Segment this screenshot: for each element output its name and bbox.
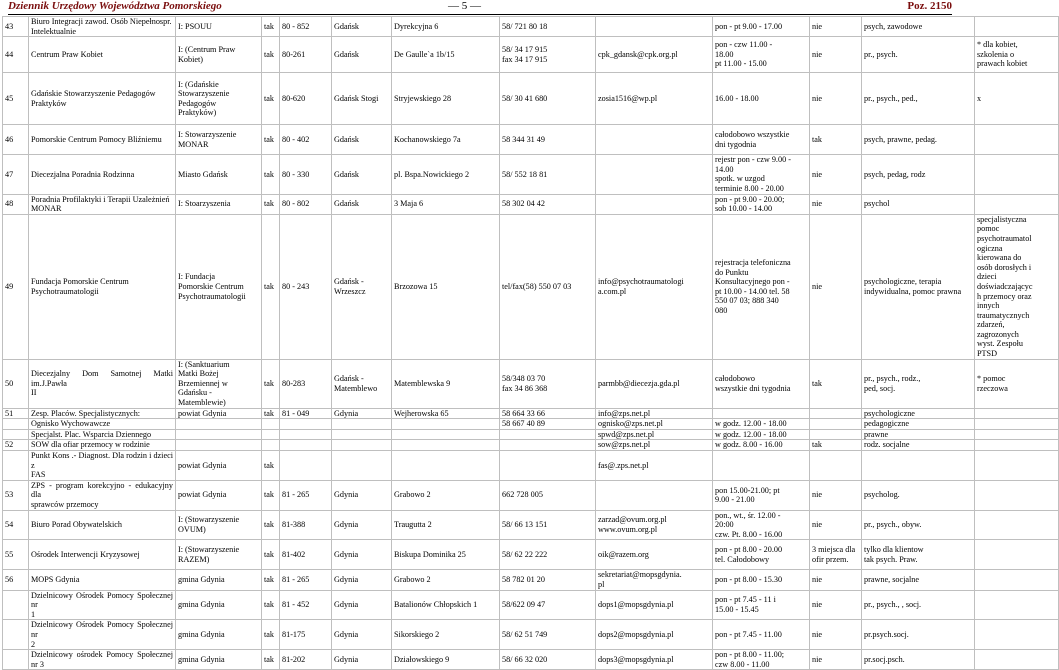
cell-city: Gdynia bbox=[332, 620, 392, 650]
cell-opening-hours: całodobowo wszystkie dni tygodnia bbox=[713, 125, 810, 155]
cell-row-number bbox=[3, 451, 29, 481]
cell-opening-hours: pon - pt 7.45 - 11.00 bbox=[713, 620, 810, 650]
cell-free-flag: tak bbox=[262, 73, 280, 125]
cell-city: Gdańsk bbox=[332, 37, 392, 73]
cell-shelter: tak bbox=[810, 440, 862, 451]
cell-postal-code: 80-283 bbox=[280, 359, 332, 408]
cell-row-number bbox=[3, 620, 29, 650]
cell-opening-hours: pon - czw 11.00 - 18.00 pt 11.00 - 15.00 bbox=[713, 37, 810, 73]
cell-phone bbox=[500, 451, 596, 481]
cell-postal-code: 80 - 852 bbox=[280, 17, 332, 37]
cell-phone: 58 344 31 49 bbox=[500, 125, 596, 155]
cell-free-flag: tak bbox=[262, 451, 280, 481]
cell-free-flag: tak bbox=[262, 480, 280, 510]
cell-institution-name: Biuro Integracji zawod. Osób Niepełnospr. Intelektualnie bbox=[29, 17, 176, 37]
cell-email: zarzad@ovum.org.pl www.ovum.org.pl bbox=[596, 510, 713, 540]
cell-free-flag: tak bbox=[262, 540, 280, 570]
cell-shelter: nie bbox=[810, 17, 862, 37]
cell-free-flag: tak bbox=[262, 620, 280, 650]
cell-notes bbox=[975, 429, 1059, 440]
cell-notes bbox=[975, 650, 1059, 670]
cell-services: pr., psych., obyw. bbox=[862, 510, 975, 540]
cell-phone: 58 302 04 42 bbox=[500, 194, 596, 214]
cell-founder: powiat Gdynia bbox=[176, 408, 262, 419]
cell-phone: 58/ 34 17 915 fax 34 17 915 bbox=[500, 37, 596, 73]
cell-services: psych, pedag, rodz bbox=[862, 155, 975, 194]
cell-notes bbox=[975, 440, 1059, 451]
cell-free-flag bbox=[262, 440, 280, 451]
cell-street: Wejherowska 65 bbox=[392, 408, 500, 419]
cell-postal-code: 81-402 bbox=[280, 540, 332, 570]
cell-opening-hours: pon - pt 8.00 - 11.00; czw 8.00 - 11.00 bbox=[713, 650, 810, 670]
cell-city: Gdańsk bbox=[332, 155, 392, 194]
institutions-table bbox=[2, 16, 1059, 670]
cell-postal-code: 80 - 402 bbox=[280, 125, 332, 155]
cell-row-number: 50 bbox=[3, 359, 29, 408]
cell-founder: Miasto Gdańsk bbox=[176, 155, 262, 194]
cell-phone: 58 664 33 66 bbox=[500, 408, 596, 419]
cell-founder: gmina Gdynia bbox=[176, 570, 262, 590]
cell-notes bbox=[975, 155, 1059, 194]
table-row bbox=[3, 480, 1059, 510]
cell-notes bbox=[975, 419, 1059, 430]
cell-row-number: 46 bbox=[3, 125, 29, 155]
table-row bbox=[3, 429, 1059, 440]
cell-email: spwd@zps.net.pl bbox=[596, 429, 713, 440]
cell-opening-hours bbox=[713, 451, 810, 481]
cell-postal-code: 80-620 bbox=[280, 73, 332, 125]
cell-institution-name: Biuro Porad Obywatelskich bbox=[29, 510, 176, 540]
cell-services: prawne bbox=[862, 429, 975, 440]
cell-opening-hours: pon., wt., śr. 12.00 - 20:00 czw. Pt. 8.00 - 16.00 bbox=[713, 510, 810, 540]
cell-institution-name: Dzielnicowy Ośrodek Pomocy Społecznej nr 1 bbox=[29, 590, 176, 620]
cell-institution-name: Zesp. Placów. Specjalistycznych: bbox=[29, 408, 176, 419]
table-row bbox=[3, 17, 1059, 37]
cell-phone bbox=[500, 429, 596, 440]
cell-opening-hours: całodobowo wszystkie dni tygodnia bbox=[713, 359, 810, 408]
table-row bbox=[3, 408, 1059, 419]
cell-email bbox=[596, 125, 713, 155]
cell-phone bbox=[500, 440, 596, 451]
cell-opening-hours: 16.00 - 18.00 bbox=[713, 73, 810, 125]
cell-services: psychologiczne, terapia indywidualna, pomoc prawna bbox=[862, 214, 975, 359]
cell-free-flag: tak bbox=[262, 408, 280, 419]
cell-services: pr., psych., ped., bbox=[862, 73, 975, 125]
table-row bbox=[3, 359, 1059, 408]
cell-row-number: 56 bbox=[3, 570, 29, 590]
cell-opening-hours: pon - pt 7.45 - 11 i 15.00 - 15.45 bbox=[713, 590, 810, 620]
institutions-table-wrap bbox=[2, 16, 1033, 670]
cell-row-number bbox=[3, 429, 29, 440]
cell-phone: 58/ 721 80 18 bbox=[500, 17, 596, 37]
cell-opening-hours: pon - pt 9.00 - 17.00 bbox=[713, 17, 810, 37]
table-row bbox=[3, 125, 1059, 155]
cell-founder: powiat Gdynia bbox=[176, 451, 262, 481]
table-row bbox=[3, 37, 1059, 73]
cell-row-number: 43 bbox=[3, 17, 29, 37]
cell-street: Dyrekcyjna 6 bbox=[392, 17, 500, 37]
cell-free-flag: tak bbox=[262, 510, 280, 540]
cell-email bbox=[596, 155, 713, 194]
cell-row-number: 49 bbox=[3, 214, 29, 359]
cell-phone: 58/ 62 22 222 bbox=[500, 540, 596, 570]
cell-founder bbox=[176, 440, 262, 451]
cell-email: parmbb@diecezja.gda.pl bbox=[596, 359, 713, 408]
cell-founder bbox=[176, 429, 262, 440]
cell-services: psych, zawodowe bbox=[862, 17, 975, 37]
cell-founder: I: Fundacja Pomorskie Centrum Psychotraumatologii bbox=[176, 214, 262, 359]
cell-founder: gmina Gdynia bbox=[176, 590, 262, 620]
cell-city: Gdańsk bbox=[332, 125, 392, 155]
cell-notes bbox=[975, 620, 1059, 650]
cell-phone: 58/ 62 51 749 bbox=[500, 620, 596, 650]
cell-phone: 58/ 66 13 151 bbox=[500, 510, 596, 540]
table-row bbox=[3, 440, 1059, 451]
cell-shelter bbox=[810, 451, 862, 481]
cell-free-flag: tak bbox=[262, 17, 280, 37]
cell-postal-code: 80 - 330 bbox=[280, 155, 332, 194]
cell-institution-name: Ognisko Wychowawcze bbox=[29, 419, 176, 430]
cell-email: sekretariat@mopsgdynia. pl bbox=[596, 570, 713, 590]
cell-services bbox=[862, 451, 975, 481]
cell-row-number: 48 bbox=[3, 194, 29, 214]
cell-founder: I: (Stowarzyszenie RAZEM) bbox=[176, 540, 262, 570]
cell-services: prawne, socjalne bbox=[862, 570, 975, 590]
cell-shelter: tak bbox=[810, 359, 862, 408]
cell-notes bbox=[975, 451, 1059, 481]
cell-email: sow@zps.net.pl bbox=[596, 440, 713, 451]
cell-institution-name: ZPS - program korekcyjno - edukacyjny dla sprawców przemocy bbox=[29, 480, 176, 510]
cell-city: Gdańsk bbox=[332, 194, 392, 214]
cell-shelter: nie bbox=[810, 194, 862, 214]
cell-founder bbox=[176, 419, 262, 430]
cell-row-number: 45 bbox=[3, 73, 29, 125]
cell-email bbox=[596, 17, 713, 37]
cell-free-flag: tak bbox=[262, 125, 280, 155]
cell-institution-name: MOPS Gdynia bbox=[29, 570, 176, 590]
cell-notes bbox=[975, 510, 1059, 540]
cell-postal-code bbox=[280, 451, 332, 481]
cell-email: ognisko@zps.net.pl bbox=[596, 419, 713, 430]
cell-row-number bbox=[3, 590, 29, 620]
cell-founder: gmina Gdynia bbox=[176, 650, 262, 670]
cell-shelter bbox=[810, 419, 862, 430]
cell-email: info@zps.net.pl bbox=[596, 408, 713, 419]
cell-free-flag: tak bbox=[262, 650, 280, 670]
cell-founder: I: (Gdańskie Stowarzyszenie Pedagogów Praktyków) bbox=[176, 73, 262, 125]
cell-opening-hours: w godz. 12.00 - 18.00 bbox=[713, 419, 810, 430]
cell-notes bbox=[975, 125, 1059, 155]
cell-free-flag: tak bbox=[262, 590, 280, 620]
cell-city: Gdynia bbox=[332, 480, 392, 510]
cell-postal-code: 81 - 452 bbox=[280, 590, 332, 620]
cell-street: Biskupa Dominika 25 bbox=[392, 540, 500, 570]
cell-founder: gmina Gdynia bbox=[176, 620, 262, 650]
cell-founder: I: PSOUU bbox=[176, 17, 262, 37]
cell-city bbox=[332, 451, 392, 481]
page-number: — 5 — bbox=[448, 0, 481, 12]
table-row bbox=[3, 194, 1059, 214]
cell-email: fas@.zps.net.pl bbox=[596, 451, 713, 481]
cell-founder: I: (Sanktuarium Matki Bożej Brzemiennej w Gdańsku - Matemblewie) bbox=[176, 359, 262, 408]
cell-street: 3 Maja 6 bbox=[392, 194, 500, 214]
cell-opening-hours bbox=[713, 408, 810, 419]
cell-street: De Gaulle`a 1b/15 bbox=[392, 37, 500, 73]
cell-email: dops3@mopsgdynia.pl bbox=[596, 650, 713, 670]
table-row bbox=[3, 510, 1059, 540]
cell-free-flag: tak bbox=[262, 214, 280, 359]
cell-notes bbox=[975, 194, 1059, 214]
cell-city: Gdańsk - Wrzeszcz bbox=[332, 214, 392, 359]
cell-institution-name: Dzielnicowy ośrodek Pomocy Społecznej nr 3 bbox=[29, 650, 176, 670]
table-row bbox=[3, 650, 1059, 670]
cell-founder: powiat Gdynia bbox=[176, 480, 262, 510]
cell-notes: * dla kobiet, szkolenia o prawach kobiet bbox=[975, 37, 1059, 73]
cell-row-number: 47 bbox=[3, 155, 29, 194]
cell-services: rodz. socjalne bbox=[862, 440, 975, 451]
cell-services: psychol bbox=[862, 194, 975, 214]
cell-opening-hours: rejestr pon - czw 9.00 - 14.00 spotk. w uzgod terminie 8.00 - 20.00 bbox=[713, 155, 810, 194]
cell-row-number: 55 bbox=[3, 540, 29, 570]
cell-phone: 58 667 40 89 bbox=[500, 419, 596, 430]
cell-email: cpk_gdansk@cpk.org.pl bbox=[596, 37, 713, 73]
cell-postal-code bbox=[280, 429, 332, 440]
cell-free-flag: tak bbox=[262, 570, 280, 590]
table-row bbox=[3, 620, 1059, 650]
cell-institution-name: Dzielnicowy Ośrodek Pomocy Społecznej nr 2 bbox=[29, 620, 176, 650]
cell-row-number: 51 bbox=[3, 408, 29, 419]
cell-shelter: tak bbox=[810, 125, 862, 155]
cell-founder: I: Stowarzyszenie MONAR bbox=[176, 125, 262, 155]
cell-phone: tel/fax(58) 550 07 03 bbox=[500, 214, 596, 359]
cell-postal-code: 80 - 243 bbox=[280, 214, 332, 359]
cell-institution-name: SOW dla ofiar przemocy w rodzinie bbox=[29, 440, 176, 451]
cell-institution-name: Poradnia Profilaktyki i Terapii Uzależnień MONAR bbox=[29, 194, 176, 214]
cell-notes bbox=[975, 540, 1059, 570]
cell-postal-code: 80-261 bbox=[280, 37, 332, 73]
cell-services: psychologiczne bbox=[862, 408, 975, 419]
cell-city bbox=[332, 419, 392, 430]
cell-services: tylko dla klientow tak psych. Praw. bbox=[862, 540, 975, 570]
cell-street bbox=[392, 429, 500, 440]
table-row bbox=[3, 590, 1059, 620]
cell-street: Grabowo 2 bbox=[392, 570, 500, 590]
cell-institution-name: Fundacja Pomorskie Centrum Psychotraumatologii bbox=[29, 214, 176, 359]
cell-postal-code: 80 - 802 bbox=[280, 194, 332, 214]
cell-free-flag: tak bbox=[262, 155, 280, 194]
cell-street: pl. Bspa.Nowickiego 2 bbox=[392, 155, 500, 194]
cell-free-flag bbox=[262, 429, 280, 440]
cell-shelter: nie bbox=[810, 570, 862, 590]
cell-postal-code: 81-202 bbox=[280, 650, 332, 670]
cell-institution-name: Punkt Kons .- Diagnost. Dla rodzin i dzieci z FAS bbox=[29, 451, 176, 481]
cell-services: pr., psych., , socj. bbox=[862, 590, 975, 620]
cell-row-number bbox=[3, 650, 29, 670]
cell-opening-hours: pon - pt 9.00 - 20.00; sob 10.00 - 14.00 bbox=[713, 194, 810, 214]
cell-opening-hours: w godz. 8.00 - 16.00 bbox=[713, 440, 810, 451]
cell-opening-hours: pon 15.00-21.00; pt 9.00 - 21.00 bbox=[713, 480, 810, 510]
cell-shelter bbox=[810, 429, 862, 440]
cell-opening-hours: pon - pt 8.00 - 15.30 bbox=[713, 570, 810, 590]
cell-street: Brzozowa 15 bbox=[392, 214, 500, 359]
cell-postal-code bbox=[280, 440, 332, 451]
cell-street: Kochanowskiego 7a bbox=[392, 125, 500, 155]
cell-street: Matemblewska 9 bbox=[392, 359, 500, 408]
cell-city: Gdynia bbox=[332, 408, 392, 419]
table-row bbox=[3, 155, 1059, 194]
cell-shelter: nie bbox=[810, 650, 862, 670]
cell-city: Gdańsk bbox=[332, 17, 392, 37]
cell-email: dops2@mopsgdynia.pl bbox=[596, 620, 713, 650]
cell-shelter: nie bbox=[810, 73, 862, 125]
cell-notes bbox=[975, 480, 1059, 510]
cell-shelter: nie bbox=[810, 620, 862, 650]
cell-shelter: nie bbox=[810, 214, 862, 359]
cell-institution-name: Specjalst. Plac. Wsparcia Dziennego bbox=[29, 429, 176, 440]
cell-street bbox=[392, 419, 500, 430]
cell-notes: * pomoc rzeczowa bbox=[975, 359, 1059, 408]
cell-free-flag: tak bbox=[262, 194, 280, 214]
position-label: Poz. 2150 bbox=[907, 0, 952, 12]
cell-street: Stryjewskiego 28 bbox=[392, 73, 500, 125]
cell-street: Działowskiego 9 bbox=[392, 650, 500, 670]
cell-notes bbox=[975, 17, 1059, 37]
cell-notes bbox=[975, 590, 1059, 620]
cell-street bbox=[392, 451, 500, 481]
cell-notes bbox=[975, 570, 1059, 590]
cell-opening-hours: w godz. 12.00 - 18.00 bbox=[713, 429, 810, 440]
cell-services: pr., psych., rodz., ped, socj. bbox=[862, 359, 975, 408]
cell-row-number bbox=[3, 419, 29, 430]
cell-postal-code: 81 - 049 bbox=[280, 408, 332, 419]
cell-founder: I: (Centrum Praw Kobiet) bbox=[176, 37, 262, 73]
cell-phone: 58/ 30 41 680 bbox=[500, 73, 596, 125]
cell-services: psych, prawne, pedag. bbox=[862, 125, 975, 155]
cell-free-flag: tak bbox=[262, 37, 280, 73]
cell-email: zosia1516@wp.pl bbox=[596, 73, 713, 125]
cell-row-number: 52 bbox=[3, 440, 29, 451]
cell-notes bbox=[975, 408, 1059, 419]
page-header bbox=[8, 0, 952, 15]
cell-email: info@psychotraumatologi a.com.pl bbox=[596, 214, 713, 359]
cell-email bbox=[596, 480, 713, 510]
cell-postal-code: 81-388 bbox=[280, 510, 332, 540]
cell-street: Traugutta 2 bbox=[392, 510, 500, 540]
table-row bbox=[3, 540, 1059, 570]
cell-city: Gdynia bbox=[332, 540, 392, 570]
cell-phone: 58/622 09 47 bbox=[500, 590, 596, 620]
cell-free-flag bbox=[262, 419, 280, 430]
cell-notes: x bbox=[975, 73, 1059, 125]
table-row bbox=[3, 451, 1059, 481]
cell-services: pedagogiczne bbox=[862, 419, 975, 430]
cell-services: pr., psych. bbox=[862, 37, 975, 73]
table-row bbox=[3, 73, 1059, 125]
cell-city: Gdańsk - Matemblewo bbox=[332, 359, 392, 408]
cell-phone: 58/ 552 18 81 bbox=[500, 155, 596, 194]
cell-founder: I: (Stowarzyszenie OVUM) bbox=[176, 510, 262, 540]
cell-opening-hours: pon - pt 8.00 - 20.00 tel. Całodobowy bbox=[713, 540, 810, 570]
cell-postal-code: 81-175 bbox=[280, 620, 332, 650]
cell-city: Gdynia bbox=[332, 570, 392, 590]
table-body bbox=[3, 17, 1059, 670]
cell-city: Gdynia bbox=[332, 510, 392, 540]
cell-shelter: 3 miejsca dla ofir przem. bbox=[810, 540, 862, 570]
cell-street: Sikorskiego 2 bbox=[392, 620, 500, 650]
cell-notes: specjalistyczna pomoc psychotraumatol ogiczna kierowana do osób dorosłych i dzieci doświadczającyc h przemocy oraz innych traumatycznych zdarzeń, zagrozonych wyst. Zespołu PTSD bbox=[975, 214, 1059, 359]
cell-institution-name: Centrum Praw Kobiet bbox=[29, 37, 176, 73]
cell-city: Gdynia bbox=[332, 650, 392, 670]
cell-phone: 58/ 66 32 020 bbox=[500, 650, 596, 670]
cell-row-number: 53 bbox=[3, 480, 29, 510]
cell-services: psycholog. bbox=[862, 480, 975, 510]
cell-shelter: nie bbox=[810, 480, 862, 510]
cell-services: pr.psych.socj. bbox=[862, 620, 975, 650]
cell-shelter bbox=[810, 408, 862, 419]
cell-street bbox=[392, 440, 500, 451]
cell-row-number: 44 bbox=[3, 37, 29, 73]
cell-institution-name: Diecezjalna Poradnia Rodzinna bbox=[29, 155, 176, 194]
cell-email: dops1@mopsgdynia.pl bbox=[596, 590, 713, 620]
cell-institution-name: Gdańskie Stowarzyszenie Pedagogów Praktyków bbox=[29, 73, 176, 125]
cell-institution-name: Ośrodek Interwencji Kryzysowej bbox=[29, 540, 176, 570]
cell-founder: I: Stoarzyszenia bbox=[176, 194, 262, 214]
cell-email bbox=[596, 194, 713, 214]
cell-city: Gdańsk Stogi bbox=[332, 73, 392, 125]
table-row bbox=[3, 570, 1059, 590]
cell-city: Gdynia bbox=[332, 590, 392, 620]
cell-email: oik@razem.org bbox=[596, 540, 713, 570]
cell-shelter: nie bbox=[810, 590, 862, 620]
cell-street: Grabowo 2 bbox=[392, 480, 500, 510]
cell-street: Batalionów Chłopskich 1 bbox=[392, 590, 500, 620]
cell-shelter: nie bbox=[810, 155, 862, 194]
cell-shelter: nie bbox=[810, 37, 862, 73]
journal-title: Dziennik Urzędowy Województwa Pomorskiego bbox=[8, 0, 222, 12]
cell-postal-code: 81 - 265 bbox=[280, 570, 332, 590]
cell-row-number: 54 bbox=[3, 510, 29, 540]
cell-phone: 662 728 005 bbox=[500, 480, 596, 510]
cell-services: pr.socj.psch. bbox=[862, 650, 975, 670]
table-row bbox=[3, 419, 1059, 430]
cell-shelter: nie bbox=[810, 510, 862, 540]
cell-opening-hours: rejestracja telefoniczna do Punktu Konsultacyjnego pon - pt 10.00 - 14.00 tel. 58 550 07 03; 888 340 080 bbox=[713, 214, 810, 359]
cell-free-flag: tak bbox=[262, 359, 280, 408]
cell-phone: 58/348 03 70 fax 34 86 368 bbox=[500, 359, 596, 408]
table-row bbox=[3, 214, 1059, 359]
cell-institution-name: Pomorskie Centrum Pomocy Bliźniemu bbox=[29, 125, 176, 155]
cell-city bbox=[332, 429, 392, 440]
cell-postal-code bbox=[280, 419, 332, 430]
cell-institution-name: Diecezjalny Dom Samotnej Matki im.J.Pawła II bbox=[29, 359, 176, 408]
cell-phone: 58 782 01 20 bbox=[500, 570, 596, 590]
cell-postal-code: 81 - 265 bbox=[280, 480, 332, 510]
cell-city bbox=[332, 440, 392, 451]
